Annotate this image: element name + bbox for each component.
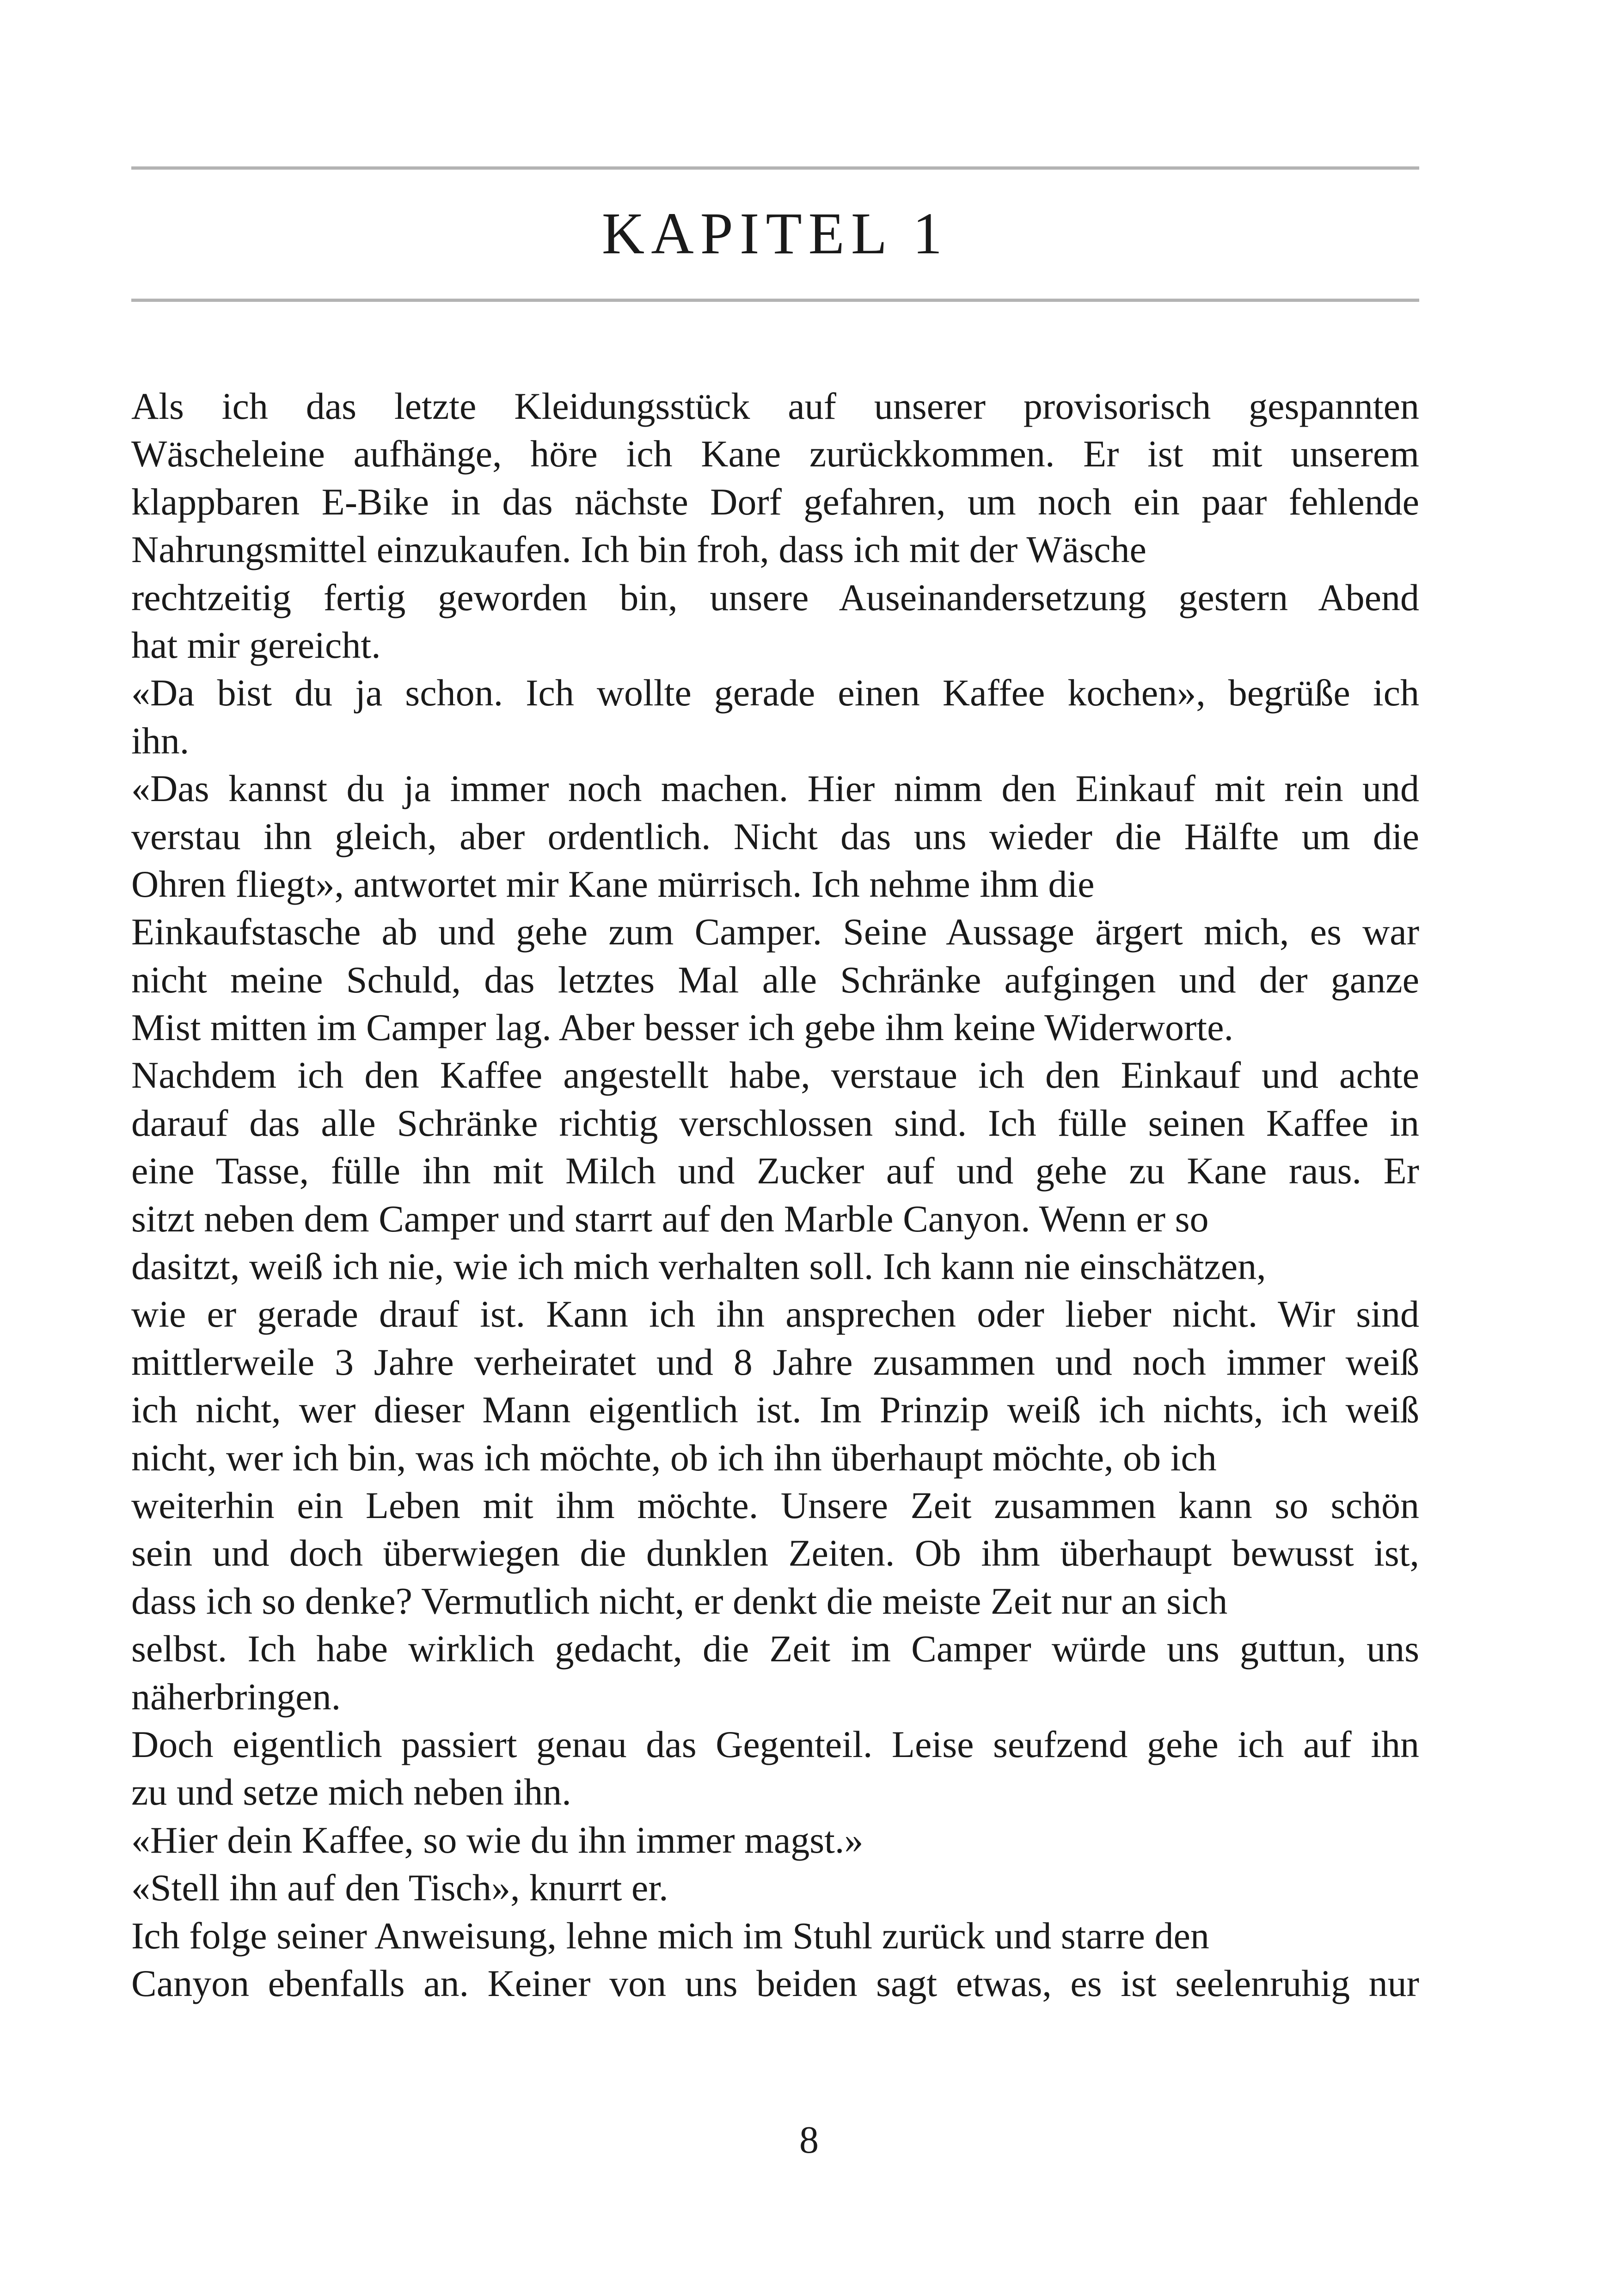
text-line: rechtzeitig fertig geworden bin, unsere Auseinandersetzung gestern Abend bbox=[131, 576, 1419, 618]
text-line: Ich folge seiner Anweisung, lehne mich im Stuhl zurück und starre den bbox=[131, 1914, 1209, 1957]
text-line: selbst. Ich habe wirklich gedacht, die Zeit im Camper würde uns guttun, uns bbox=[131, 1628, 1419, 1670]
text-line: Nachdem ich den Kaffee angestellt habe, verstaue ich den Einkauf und achte bbox=[131, 1054, 1419, 1096]
text-line: Doch eigentlich passiert genau das Gegenteil. Leise seufzend gehe ich auf ihn bbox=[131, 1723, 1419, 1765]
page-number: 8 bbox=[799, 2118, 819, 2161]
text-line: ich nicht, wer dieser Mann eigentlich ist. Im Prinzip weiß ich nichts, ich weiß bbox=[131, 1389, 1419, 1431]
text-line: näherbringen. bbox=[131, 1675, 341, 1718]
text-line: Canyon ebenfalls an. Keiner von uns beiden sagt etwas, es ist seelenruhig nur bbox=[131, 1962, 1419, 2004]
text-line: Ohren fliegt», antwortet mir Kane mürrisch. Ich nehme ihm die bbox=[131, 863, 1095, 905]
text-line: nicht meine Schuld, das letztes Mal alle Schränke aufgingen und der ganze bbox=[131, 958, 1419, 1001]
text-line: verstau ihn gleich, aber ordentlich. Nicht das uns wieder die Hälfte um die bbox=[131, 815, 1419, 857]
text-line: nicht, wer ich bin, was ich möchte, ob ich ihn überhaupt möchte, ob ich bbox=[131, 1436, 1217, 1479]
text-line: sitzt neben dem Camper und starrt auf den Marble Canyon. Wenn er so bbox=[131, 1197, 1209, 1240]
text-line: hat mir gereicht. bbox=[131, 624, 381, 666]
chapter-body-text bbox=[131, 382, 1426, 2007]
text-line: «Stell ihn auf den Tisch», knurrt er. bbox=[131, 1867, 668, 1909]
text-line: mittlerweile 3 Jahre verheiratet und 8 Jahre zusammen und noch immer weiß bbox=[131, 1341, 1419, 1383]
text-line: weiterhin ein Leben mit ihm möchte. Unsere Zeit zusammen kann so schön bbox=[131, 1484, 1419, 1526]
text-line: dasitzt, weiß ich nie, wie ich mich verhalten soll. Ich kann nie einschätzen, bbox=[131, 1245, 1266, 1288]
chapter-top-rule bbox=[131, 166, 1419, 170]
text-line: «Hier dein Kaffee, so wie du ihn immer magst.» bbox=[131, 1818, 864, 1861]
text-line: Nahrungsmittel einzukaufen. Ich bin froh, dass ich mit der Wäsche bbox=[131, 528, 1146, 571]
text-line: ihn. bbox=[131, 719, 190, 762]
text-line: Als ich das letzte Kleidungsstück auf unserer provisorisch gespannten bbox=[131, 385, 1419, 427]
text-line: Mist mitten im Camper lag. Aber besser ich gebe ihm keine Widerworte. bbox=[131, 1006, 1233, 1049]
chapter-title: KAPITEL 1 bbox=[601, 201, 949, 266]
text-line: wie er gerade drauf ist. Kann ich ihn ansprechen oder lieber nicht. Wir sind bbox=[131, 1293, 1419, 1335]
text-line: «Das kannst du ja immer noch machen. Hier nimm den Einkauf mit rein und bbox=[131, 767, 1419, 810]
text-line: Einkaufstasche ab und gehe zum Camper. Seine Aussage ärgert mich, es war bbox=[131, 911, 1419, 953]
text-line: Wäscheleine aufhänge, höre ich Kane zurückkommen. Er ist mit unserem bbox=[131, 433, 1419, 475]
text-line: zu und setze mich neben ihn. bbox=[131, 1771, 571, 1813]
text-line: «Da bist du ja schon. Ich wollte gerade einen Kaffee kochen», begrüße ich bbox=[131, 672, 1419, 714]
chapter-bottom-rule bbox=[131, 299, 1419, 302]
text-line: sein und doch überwiegen die dunklen Zeiten. Ob ihm überhaupt bewusst ist, bbox=[131, 1532, 1419, 1574]
text-line: klappbaren E-Bike in das nächste Dorf gefahren, um noch ein paar fehlende bbox=[131, 480, 1419, 523]
text-line: darauf das alle Schränke richtig verschlossen sind. Ich fülle seinen Kaffee in bbox=[131, 1102, 1419, 1144]
text-line: dass ich so denke? Vermutlich nicht, er denkt die meiste Zeit nur an sich bbox=[131, 1580, 1228, 1622]
text-line: eine Tasse, fülle ihn mit Milch und Zucker auf und gehe zu Kane raus. Er bbox=[131, 1150, 1419, 1192]
